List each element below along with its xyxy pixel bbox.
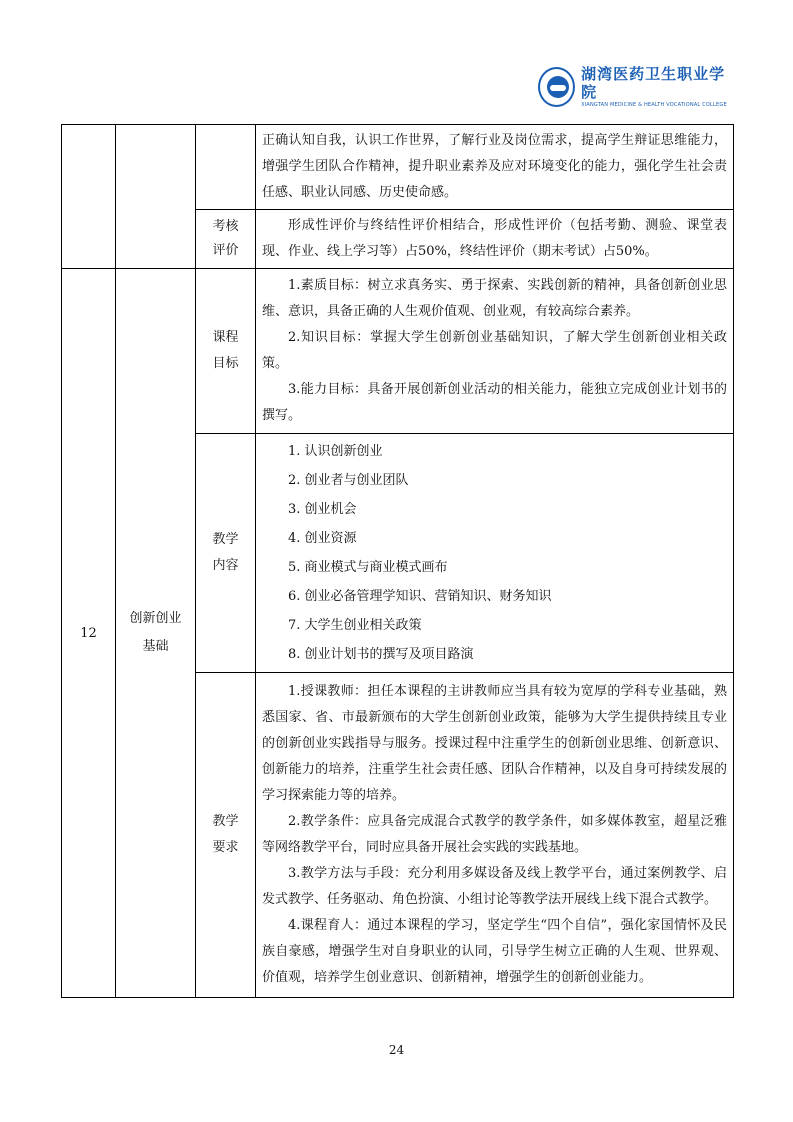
requirement-item: 4.课程育人：通过本课程的学习，坚定学生“四个自信”，强化家国情怀及民族自豪感，增强学生对自身职业的认同，引导学生树立正确的人生观、世界观、价值观，培养学生创业意识、创新精神，增强学生的创新创业能力。 [262, 918, 727, 985]
requirement-item: 2.教学条件：应具备完成混合式教学的教学条件，如多媒体教室，超星泛雅等网络教学平台，同时应具备开展社会实践的实践基地。 [262, 814, 727, 855]
content-item: 2. 创业者与创业团队 [288, 473, 409, 488]
course-table [61, 124, 734, 998]
objectives-label: 课程目标 [196, 269, 256, 434]
assessment-label: 考核评价 [196, 210, 256, 269]
content-item: 3. 创业机会 [288, 502, 357, 517]
requirements-label: 教学要求 [196, 673, 256, 998]
course-number: 12 [62, 269, 116, 998]
college-seal-icon [538, 67, 575, 107]
college-logo [538, 65, 728, 109]
ideology-text: 正确认知自我，认识工作世界，了解行业及岗位需求，提高学生辩证思维能力，增强学生团队合作精神，提升职业素养及应对环境变化的能力，强化学生社会责任感、职业认同感、历史使命感。 [256, 125, 734, 210]
requirement-item: 1.授课教师：担任本课程的主讲教师应当具有较为宽厚的学科专业基础，熟悉国家、省、市最新颁布的大学生创新创业政策，能够为大学生提供持续且专业的创新创业实践指导与服务。授课过程中注重学生的创新创业思维、创新意识、创新能力的培养，注重学生社会责任感、团队合作精神，以及自身可持续发展的学习探索能力等的培养。 [262, 684, 727, 803]
table-row [62, 269, 734, 434]
table-row [62, 125, 734, 210]
page-number: 24 [388, 1043, 405, 1057]
content-item: 4. 创业资源 [288, 531, 357, 546]
objective-item: 2.知识目标：掌握大学生创新创业基础知识，了解大学生创新创业相关政策。 [262, 330, 727, 371]
objective-item: 3.能力目标：具备开展创新创业活动的相关能力，能独立完成创业计划书的撰写。 [262, 382, 727, 423]
content-label: 教学内容 [196, 434, 256, 673]
requirements-cell [256, 673, 734, 998]
college-name-cn: 湖湾医药卫生职业学院 [581, 65, 726, 101]
content-item: 8. 创业计划书的撰写及项目路演 [288, 647, 474, 662]
objectives-cell [256, 269, 734, 434]
content-item: 1. 认识创新创业 [288, 444, 383, 459]
content-cell [256, 434, 734, 673]
content-item: 6. 创业必备管理学知识、营销知识、财务知识 [288, 589, 552, 604]
requirement-item: 3.教学方法与手段：充分利用多媒设备及线上教学平台，通过案例教学、启发式教学、任务驱动、角色扮演、小组讨论等教学法开展线上线下混合式教学。 [262, 866, 727, 907]
college-name-en: XIANGTAN MEDICINE & HEALTH VOCATIONAL COLLEGE [581, 102, 727, 108]
content-item: 7. 大学生创业相关政策 [288, 618, 422, 633]
objective-item: 1.素质目标：树立求真务实、勇于探索、实践创新的精神，具备创新创业思维、意识，具备正确的人生观价值观、创业观，有较高综合素养。 [262, 278, 727, 319]
course-name: 创新创业基础 [116, 269, 196, 998]
assessment-text: 形成性评价与终结性评价相结合，形成性评价（包括考勤、测验、课堂表现、作业、线上学习等）占50%，终结性评价（期末考试）占50%。 [256, 210, 734, 269]
content-item: 5. 商业模式与商业模式画布 [288, 560, 448, 575]
